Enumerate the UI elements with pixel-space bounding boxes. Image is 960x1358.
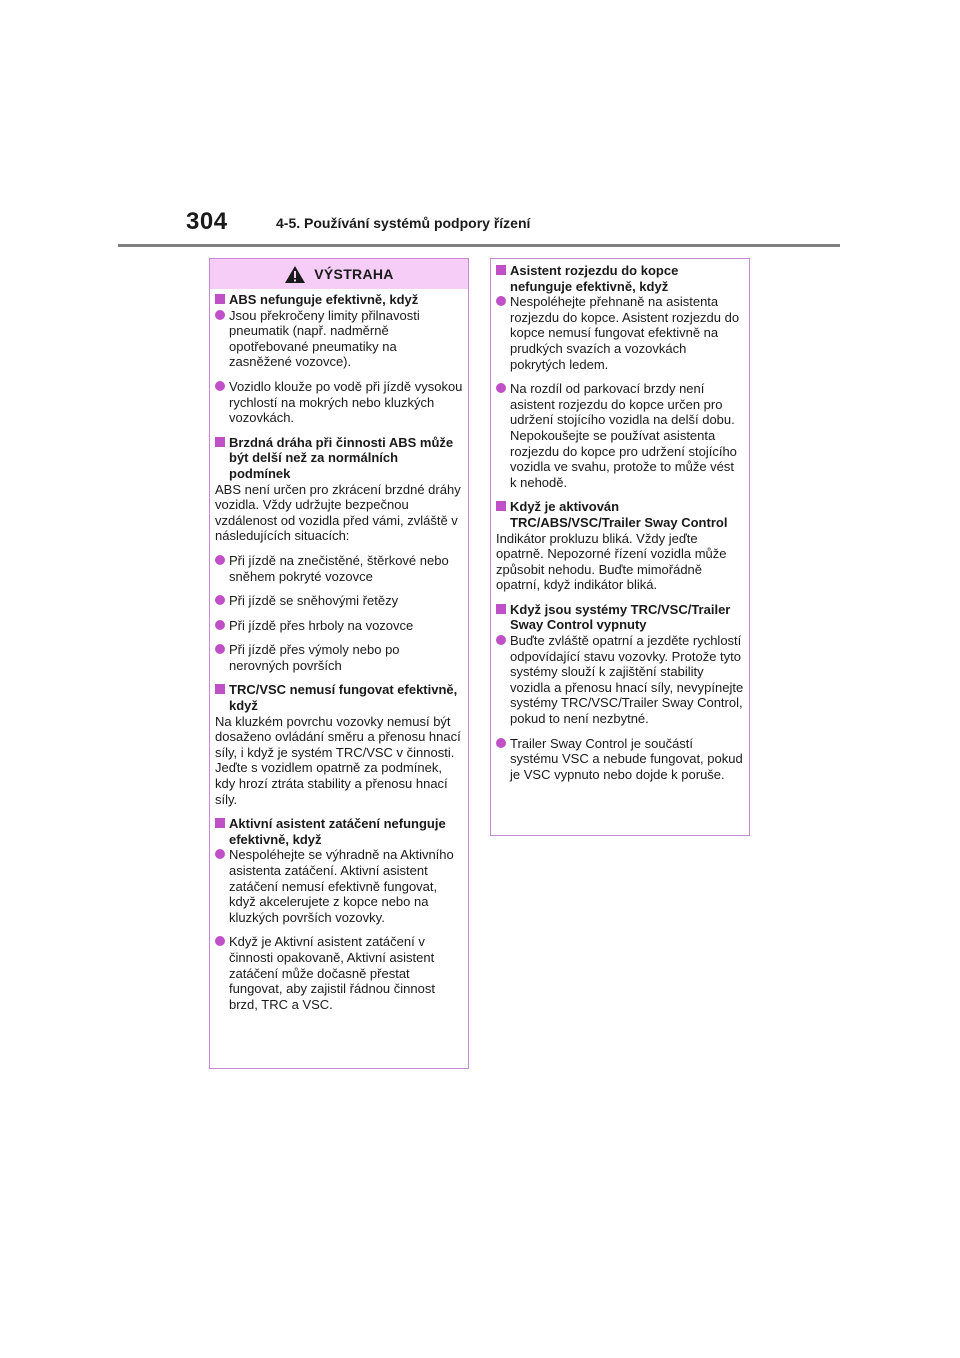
activated-heading: Když je aktivován TRC/ABS/VSC/Trailer Sway Control [496, 499, 744, 530]
abs-bullet-2: Vozidlo klouže po vodě při jízdě vysokou rychlostí na mokrých nebo kluzkých vozovkách. [215, 379, 463, 426]
active-cornering-bullet-1: Nespoléhejte se výhradně na Aktivního asistenta zatáčení. Aktivní asistent zatáčení nemusí efektivně fungovat, když akcelerujete z kopce nebo na kluzkých površích vozovky. [215, 847, 463, 925]
warning-content-left [210, 289, 468, 1018]
brake-distance-heading: Brzdná dráha při činnosti ABS může být delší než za normálních podmínek [215, 435, 463, 482]
brake-bullet-2: Při jízdě se sněhovými řetězy [215, 593, 463, 609]
warning-box-right [490, 258, 750, 836]
trc-vsc-heading: TRC/VSC nemusí fungovat efektivně, když [215, 682, 463, 713]
trc-vsc-paragraph: Na kluzkém povrchu vozovky nemusí být dosaženo ovládání směru a přenosu hnací síly, i když je systém TRC/VSC v činnosti. Jeďte s vozidlem opatrně za podmínek, kdy hrozí ztráta stability a přenosu hnací síly. [215, 713, 461, 807]
brake-bullet-3: Při jízdě přes hrboly na vozovce [215, 618, 463, 634]
page-number: 304 [186, 208, 228, 235]
abs-bullet-1: Jsou překročeny limity přilnavosti pneumatik (např. nadměrně opotřebované pneumatiky na zasněžené vozovce). [215, 308, 463, 370]
hill-start-bullet-1: Nespoléhejte přehnaně na asistenta rozjezdu do kopce. Asistent rozjezdu do kopce nemusí fungovat efektivně na prudkých svazích a vozovkách pokrytých ledem. [496, 294, 744, 372]
activated-paragraph: Indikátor prokluzu bliká. Vždy jeďte opatrně. Nepozorné řízení vozidla může způsobit nehodu. Buďte mimořádně opatrní, když indikátor bliká. [496, 530, 727, 593]
brake-bullet-1: Při jízdě na znečistěné, štěrkové nebo sněhem pokryté vozovce [215, 553, 463, 584]
systems-off-bullet-2: Trailer Sway Control je součástí systému VSC a nebude fungovat, pokud je VSC vypnuto nebo dojde k poruše. [496, 736, 744, 783]
section-title: 4-5. Používání systémů podpory řízení [276, 215, 531, 231]
brake-bullet-4: Při jízdě přes výmoly nebo po nerovných površích [215, 642, 463, 673]
warning-title: VÝSTRAHA [314, 266, 394, 282]
hill-start-bullet-2: Na rozdíl od parkovací brzdy není asistent rozjezdu do kopce určen pro udržení stojícího vozidla na delší dobu. Nepokoušejte se používat asistenta rozjezdu do kopce pro udržení stojícího vozidla ve svahu, protože to může vést k nehodě. [496, 381, 744, 490]
warning-box-left [209, 258, 469, 1069]
abs-heading: ABS nefunguje efektivně, když [215, 292, 463, 308]
active-cornering-heading: Aktivní asistent zatáčení nefunguje efektivně, když [215, 816, 463, 847]
systems-off-heading: Když jsou systémy TRC/VSC/Trailer Sway Control vypnuty [496, 602, 744, 633]
warning-content-right [491, 259, 749, 788]
header-rule [118, 244, 840, 247]
brake-distance-paragraph: ABS není určen pro zkrácení brzdné dráhy vozidla. Vždy udržujte bezpečnou vzdálenost od vozidla před vámi, zvláště v následujících situacích: [215, 481, 461, 544]
warning-header [210, 259, 468, 289]
systems-off-bullet-1: Buďte zvláště opatrní a jezděte rychlostí odpovídající stavu vozovky. Protože tyto systémy slouží k zajištění stability vozidla a přenosu hnací síly, nevypínejte systémy TRC/VSC/Trailer Sway Control, pokud to není nezbytné. [496, 633, 744, 727]
active-cornering-bullet-2: Když je Aktivní asistent zatáčení v činnosti opakovaně, Aktivní asistent zatáčení může dočasně přestat fungovat, aby zajistil řádnou činnost brzd, TRC a VSC. [215, 934, 463, 1012]
warning-triangle-icon [284, 265, 306, 284]
hill-start-heading: Asistent rozjezdu do kopce nefunguje efektivně, když [496, 263, 744, 294]
